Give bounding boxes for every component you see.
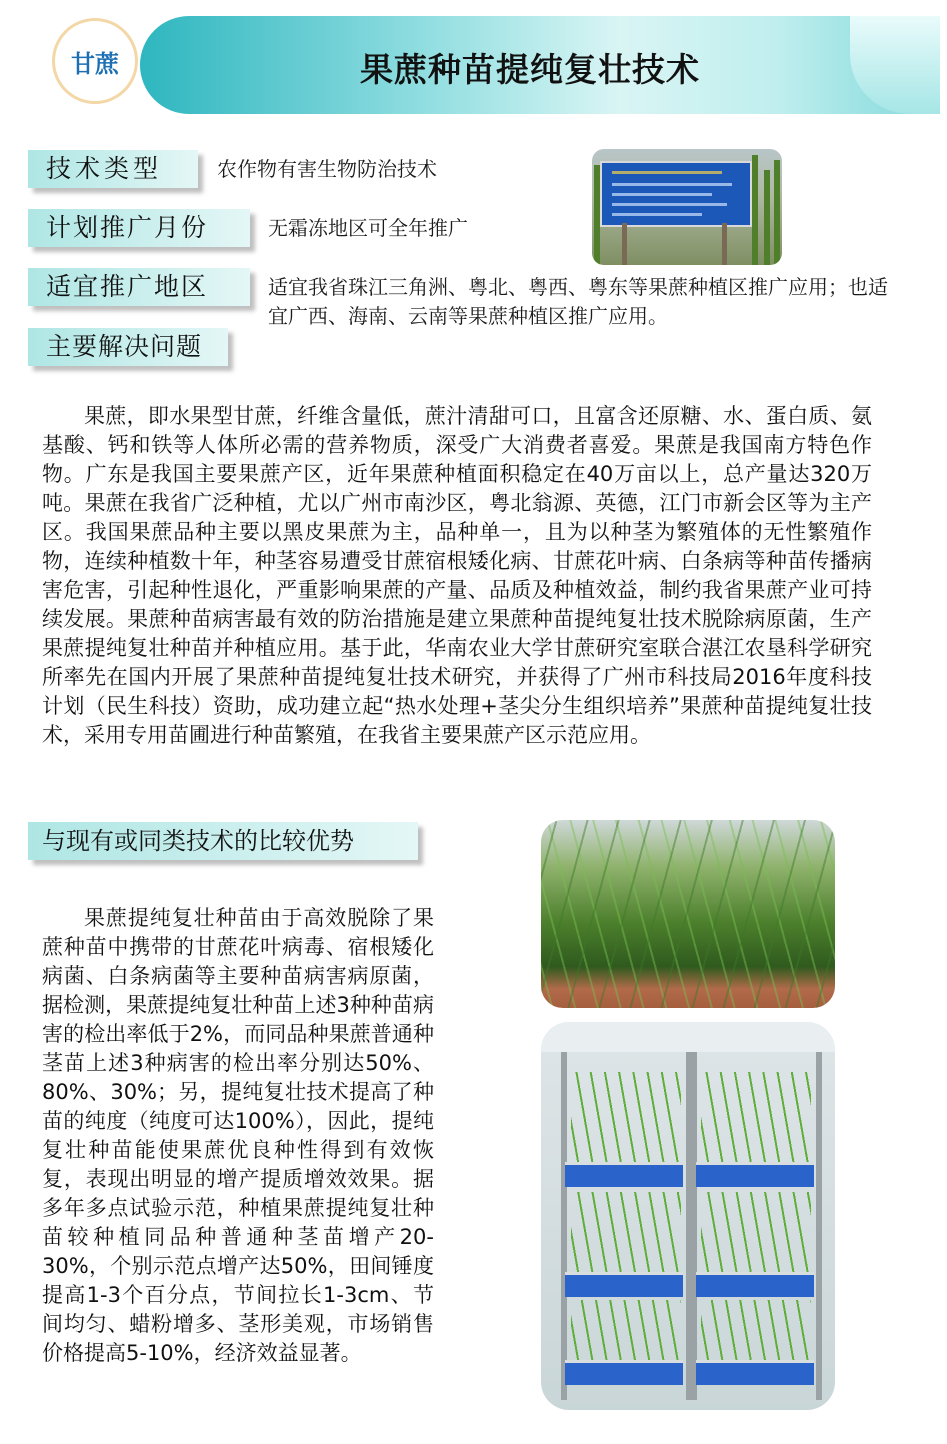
- cane-field-photo: [541, 820, 835, 1008]
- banner-decoration: [850, 16, 940, 114]
- tech-type-value: 农作物有害生物防治技术: [217, 157, 437, 181]
- advantage-paragraph: 果蔗提纯复壮种苗由于高效脱除了果蔗种苗中携带的甘蔗花叶病毒、宿根矮化病菌、白条病菌等主要种苗病害病原菌，据检测，果蔗提纯复壮种苗上述3种种苗病害的检出率低于2%，而同品种果蔗普通种茎苗上述3种病害的检出率分别达50%、80%、30%；另，提纯复壮技术提高了种苗的纯度（纯度可达100%），因此，提纯复壮种苗能使果蔗优良种性得到有效恢复，表现出明显的增产提质增效效果。据多年多点试验示范，种植果蔗提纯复壮种苗较种植同品种普通种茎苗增产20-30%，个别示范点增产达50%，田间锤度提高1-3个百分点，节间拉长1-3cm、节间均匀、蜡粉增多、茎形美观，市场销售价格提高5-10%，经济效益显著。: [42, 906, 434, 1365]
- problems-heading: 主要解决问题: [28, 328, 228, 366]
- demo-sign-photo: [592, 149, 782, 265]
- incubator-photo: [541, 1022, 835, 1410]
- region-value: 适宜我省珠江三角洲、粤北、粤西、粤东等果蔗种植区推广应用；也适宜广西、海南、云南等果蔗种植区推广应用。: [268, 275, 888, 328]
- category-badge-label: 甘蔗: [71, 49, 119, 78]
- category-badge: [52, 18, 138, 104]
- advantage-heading: 与现有或同类技术的比较优势: [28, 822, 418, 860]
- tech-type-label: 技术类型: [28, 150, 198, 188]
- month-label: 计划推广月份: [28, 209, 250, 247]
- sign-board: [600, 161, 752, 227]
- problems-paragraph: 果蔗，即水果型甘蔗，纤维含量低，蔗汁清甜可口，且富含还原糖、水、蛋白质、氨基酸、钙和铁等人体所必需的营养物质，深受广大消费者喜爱。果蔗是我国南方特色作物。广东是我国主要果蔗产区，近年果蔗种植面积稳定在40万亩以上，总产量达320万吨。果蔗在我省广泛种植，尤以广州市南沙区，粤北翁源、英德，江门市新会区等为主产区。我国果蔗品种主要以黑皮果蔗为主，品种单一，且为以种茎为繁殖体的无性繁殖作物，连续种植数十年，种茎容易遭受甘蔗宿根矮化病、甘蔗花叶病、白条病等种苗传播病害危害，引起种性退化，严重影响果蔗的产量、品质及种植效益，制约我省果蔗产业可持续发展。果蔗种苗病害最有效的防治措施是建立果蔗种苗提纯复壮技术脱除病原菌，生产果蔗提纯复壮种苗并种植应用。基于此，华南农业大学甘蔗研究室联合湛江农垦科学研究所率先在国内开展了果蔗种苗提纯复壮技术研究，并获得了广州市科技局2016年度科技计划（民生科技）资助，成功建立起“热水处理+茎尖分生组织培养”果蔗种苗提纯复壮技术，采用专用苗圃进行种苗繁殖，在我省主要果蔗产区示范应用。: [42, 404, 872, 747]
- page-title: 果蔗种苗提纯复壮技术: [360, 50, 700, 89]
- month-value: 无霜冻地区可全年推广: [268, 216, 468, 240]
- region-label: 适宜推广地区: [28, 268, 250, 306]
